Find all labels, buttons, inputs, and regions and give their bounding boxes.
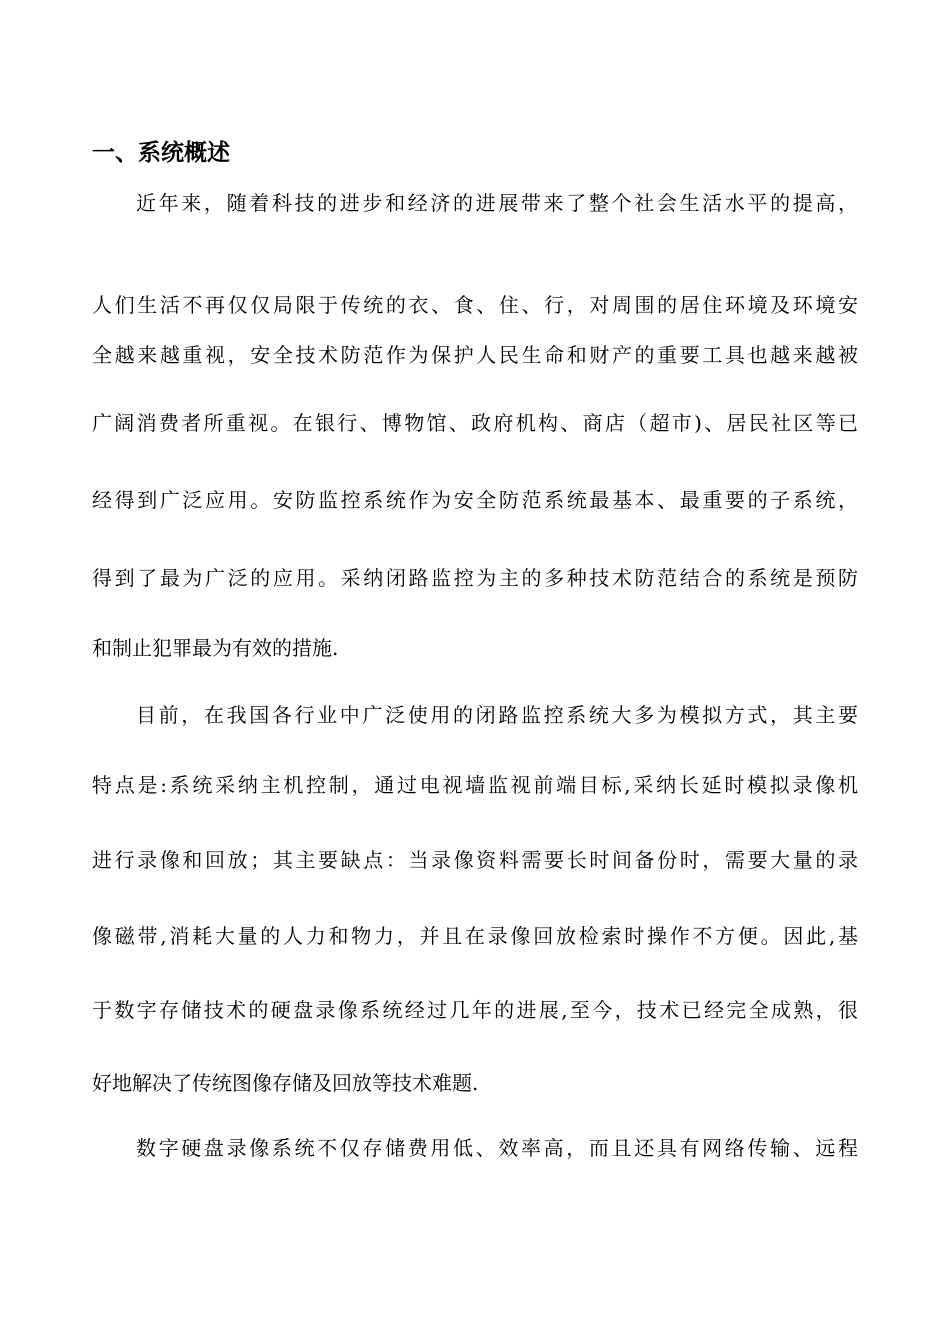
text-line: 和制止犯罪最为有效的措施. [92, 636, 339, 660]
text-line: 数字硬盘录像系统不仅存储费用低、效率高，而且还具有网络传输、远程 [136, 1136, 858, 1160]
text-line: 进行录像和回放；其主要缺点：当录像资料需要长时间备份时，需要大量的录 [92, 848, 858, 872]
text-line: 全越来越重视，安全技术防范作为保护人民生命和财产的重要工具也越来越被 [92, 343, 858, 367]
text-line: 近年来，随着科技的进步和经济的进展带来了整个社会生活水平的提高， [136, 191, 858, 215]
text-line: 像磁带,消耗大量的人力和物力，并且在录像回放检索时操作不方便。因此,基 [92, 924, 858, 948]
text-line: 目前，在我国各行业中广泛使用的闭路监控系统大多为模拟方式，其主要 [136, 703, 858, 727]
text-line: 得到了最为广泛的应用。采纳闭路监控为主的多种技术防范结合的系统是预防 [92, 566, 858, 590]
text-line: 经得到广泛应用。安防监控系统作为安全防范系统最基本、最重要的子系统， [92, 488, 858, 512]
text-line: 于数字存储技术的硬盘录像系统经过几年的进展,至今，技术已经完全成熟，很 [92, 998, 858, 1022]
text-line: 好地解决了传统图像存储及回放等技术难题. [92, 1071, 479, 1095]
text-line: 广阔消费者所重视。在银行、博物馆、政府机构、商店（超市)、居民社区等已 [92, 411, 858, 435]
text-line: 特点是:系统采纳主机控制，通过电视墙监视前端目标,采纳长延时模拟录像机 [92, 773, 858, 797]
text-line: 人们生活不再仅仅局限于传统的衣、食、住、行，对周围的居住环境及环境安 [92, 293, 858, 317]
section-heading: 一、系统概述 [92, 140, 230, 166]
